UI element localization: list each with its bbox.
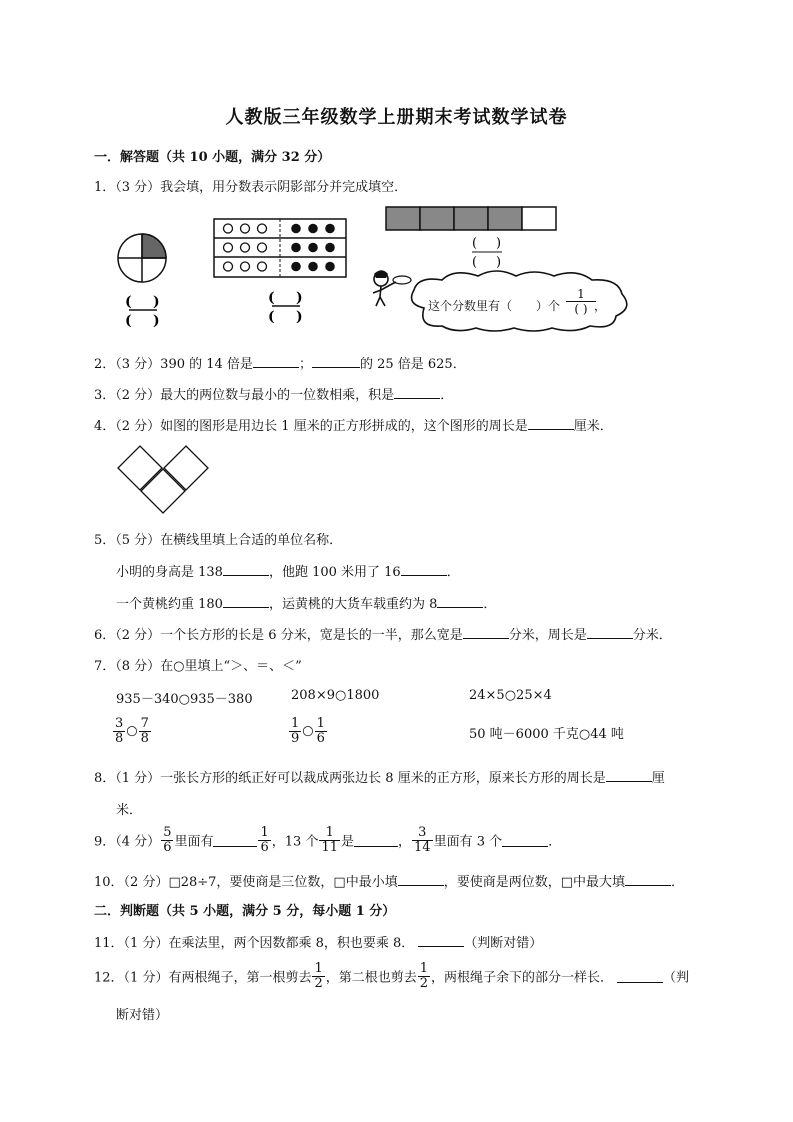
question-4 [94, 415, 613, 434]
q12-text-a: 12．（1 分）有两根绳子，第一根剪去 [94, 970, 312, 986]
page-title: 人教版三年级数学上册期末考试数学试卷 [225, 107, 568, 128]
section-1-heading: 一．解答题（共 10 小题，满分 32 分） [94, 150, 331, 165]
q5-l2-a: 一个黄桃约重 180 [116, 597, 223, 612]
paren-close: ) [153, 313, 160, 328]
q5-l1-c: ． [446, 565, 460, 580]
q5-l1-b: ，他跑 100 米用了 16 [268, 565, 401, 580]
q10-text-b: ，要使商是两位数，□中最大填 [443, 875, 626, 890]
fraction: $\frac{1}{2}$ [419, 961, 429, 991]
question-10 [94, 871, 684, 890]
q11-text-a: 11．（1 分）在乘法里，两个因数都乘 8，积也要乘 8． [94, 936, 415, 951]
question-5-text: 5．（5 分）在横线里填上合适的单位名称． [94, 533, 343, 548]
cloud-fraction [566, 287, 596, 317]
paren-open: ( [472, 255, 478, 270]
compare-expr-3: 24×5○25×4 [469, 688, 552, 703]
compare-circle[interactable]: ○ [126, 723, 138, 739]
q9-text-c: ，13 个 [271, 834, 319, 850]
q5-l2-c: ． [483, 597, 497, 612]
bar-answer-fraction [468, 234, 508, 270]
question-3 [94, 384, 453, 403]
question-7-text: 7．（8 分）在○里填上“＞、＝、＜” [94, 659, 302, 674]
paren-open: ( [125, 294, 132, 310]
paren-open: ( [268, 309, 275, 324]
q12-text-c: ，两根绳子余下的部分一样长． [431, 970, 614, 986]
question-12-line-1 [94, 962, 689, 990]
answer-blank[interactable] [253, 354, 299, 368]
q9-text-e: ， [398, 834, 412, 850]
answer-blank[interactable] [354, 833, 398, 847]
answer-blank[interactable] [587, 625, 633, 639]
q4-text-a: 4．（2 分）如图的图形是用边长 1 厘米的正方形拼成的，这个图形的周长是 [94, 419, 528, 434]
q9-text-g: ． [548, 834, 562, 850]
cloud-text-a: 这个分数里有（ [428, 299, 513, 313]
compare-expr-2: 208×9○1800 [291, 688, 380, 703]
q9-text-a: 9．（4 分） [94, 834, 161, 850]
question-8-line-1 [94, 767, 665, 786]
q9-text-b: 里面有 [174, 834, 214, 850]
fraction: $\frac{3}{8}$ [115, 716, 124, 746]
fraction: $\frac{1}{6}$ [316, 716, 325, 746]
fraction: $\frac{1}{9}$ [291, 716, 300, 746]
q3-text-a: 3．（2 分）最大的两位数与最小的一位数相乘，积是 [94, 388, 395, 403]
q2-text-c: 的 25 倍是 625． [359, 357, 466, 372]
answer-blank[interactable] [502, 833, 548, 847]
paren-close: ) [496, 255, 502, 270]
q3-text-b: ． [440, 388, 454, 403]
squares-shape-figure [116, 444, 212, 516]
paren-open: ( [472, 236, 478, 251]
answer-blank[interactable] [394, 385, 440, 399]
pie-figure [116, 232, 170, 286]
question-5-line-1 [116, 561, 460, 580]
question-12-line-2: 断对错） [116, 1008, 169, 1023]
answer-blank[interactable] [528, 416, 574, 430]
paren-close: ) [296, 309, 303, 324]
answer-blank[interactable] [223, 562, 269, 576]
q12-text-d: （判 [663, 970, 690, 986]
answer-blank[interactable] [463, 625, 509, 639]
answer-blank[interactable] [617, 969, 663, 983]
q12-text-b: ，第二根也剪去 [325, 970, 417, 986]
q11-text-b: （判断对错） [464, 936, 543, 951]
q10-text-a: 10．（2 分）□28÷7，要使商是三位数，□中最小填 [94, 875, 398, 890]
fraction: $\frac{3}{14}$ [414, 825, 431, 855]
grid-answer-fraction [264, 288, 308, 324]
dots-grid-figure [212, 217, 348, 279]
fraction: $\frac{1}{6}$ [260, 825, 269, 855]
q5-l1-a: 小明的身高是 138 [116, 565, 223, 580]
q8-text-a: 8．（1 分）一张长方形的纸正好可以裁成两张边长 8 厘米的正方形，原来长方形的周长是 [94, 771, 606, 786]
q2-text-b: ； [298, 357, 312, 372]
answer-blank[interactable] [625, 872, 671, 886]
fraction: $\frac{1}{2}$ [314, 961, 323, 991]
answer-blank[interactable] [401, 562, 447, 576]
q4-text-b: 厘米． [573, 419, 613, 434]
q9-text-d: 是 [341, 834, 355, 850]
answer-blank[interactable] [606, 768, 652, 782]
bar-figure [384, 205, 560, 233]
question-1-text: 1．（3 分）我会填，用分数表示阴影部分并完成填空． [94, 180, 408, 195]
paren-open: ( [268, 290, 275, 306]
answer-blank[interactable] [213, 833, 257, 847]
answer-blank[interactable] [312, 354, 360, 368]
compare-expr-5 [288, 717, 328, 745]
paren-close: ) [153, 294, 160, 310]
paren-open: ( [125, 313, 132, 328]
cloud-frac-den: ( ) [574, 302, 588, 317]
fraction: $\frac{7}{8}$ [140, 716, 149, 746]
compare-circle[interactable]: ○ [302, 723, 314, 739]
section-2-heading: 二．判断题（共 5 小题，满分 5 分，每小题 1 分） [94, 904, 396, 919]
cloud-comma: ， [594, 299, 607, 313]
compare-expr-4 [112, 717, 152, 745]
answer-blank[interactable] [418, 933, 464, 947]
question-2 [94, 353, 466, 372]
question-6 [94, 624, 672, 643]
answer-blank[interactable] [223, 594, 269, 608]
question-5-line-2 [116, 593, 496, 612]
cloud-text-b: ）个 [536, 299, 561, 313]
q9-text-f: 里面有 3 个 [433, 834, 503, 850]
fraction: $\frac{5}{6}$ [163, 825, 172, 855]
paren-close: ) [296, 290, 303, 306]
question-11 [94, 932, 542, 951]
compare-expr-1: 935－340○935－380 [116, 692, 253, 707]
question-9 [94, 826, 561, 854]
question-8-line-2: 米． [116, 803, 143, 818]
q2-text-a: 2．（3 分）390 的 14 倍是 [94, 357, 253, 372]
fraction: $\frac{1}{11}$ [321, 825, 338, 855]
q6-text-a: 6．（2 分）一个长方形的长是 6 分米，宽是长的一半，那么宽是 [94, 628, 463, 643]
q10-text-c: ． [671, 875, 685, 890]
q6-text-c: 分米． [632, 628, 672, 643]
answer-blank[interactable] [437, 594, 483, 608]
answer-blank[interactable] [398, 872, 444, 886]
q6-text-b: 分米，周长是 [508, 628, 587, 643]
q5-l2-b: ，运黄桃的大货车载重约为 8 [268, 597, 438, 612]
paren-close: ) [496, 236, 502, 251]
cloud-frac-num: 1 [566, 287, 596, 302]
compare-expr-6: 50 吨－6000 千克○44 吨 [469, 727, 624, 742]
q8-text-b: 厘 [651, 771, 665, 786]
pie-answer-fraction [121, 292, 165, 328]
